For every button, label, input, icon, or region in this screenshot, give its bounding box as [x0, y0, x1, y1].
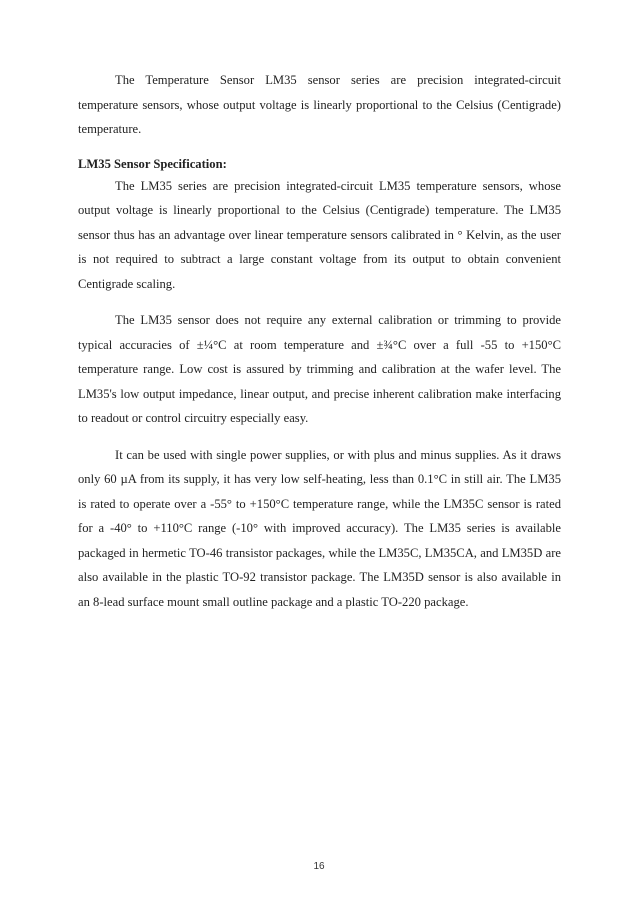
section-heading: LM35 Sensor Specification:: [78, 156, 227, 171]
spec-paragraph-2: The LM35 sensor does not require any external calibration or trimming to provide typical accuracies of ±¼°C at room temperature and ±¾°C over a full -55 to +150°C temperature range. Low cost is assured by trimming and calibration at the wafer level. The LM35's low output impedance, linear output, and precise inherent calibration make interfacing to readout or control circuitry especially easy.: [78, 313, 561, 425]
document-page: [78, 68, 561, 614]
spec-paragraph-1: The LM35 series are precision integrated-circuit LM35 temperature sensors, whose output voltage is linearly proportional to the Celsius (Centigrade) temperature. The LM35 sensor thus has an advantage over linear temperature sensors calibrated in ° Kelvin, as the user is not required to subtract a large constant voltage from its output to obtain convenient Centigrade scaling.: [78, 178, 561, 291]
intro-paragraph: The Temperature Sensor LM35 sensor series are precision integrated-circuit temperature sensors, whose output voltage is linearly proportional to the Celsius (Centigrade) temperature.: [78, 73, 561, 136]
page-number: 16: [313, 861, 325, 872]
spec-paragraph-3: It can be used with single power supplies, or with plus and minus supplies. As it draws only 60 µA from its supply, it has very low self-heating, less than 0.1°C in still air. The LM35 is rated to operate over a -55° to +150°C temperature range, while the LM35C sensor is rated for a -40° to +110°C range (-10° with improved accuracy). The LM35 series is available packaged in hermetic TO-46 transistor packages, while the LM35C, LM35CA, and LM35D are also available in the plastic TO-92 transistor package. The LM35D sensor is also available in an 8-lead surface mount small outline package and a plastic TO-220 package.: [78, 447, 561, 609]
